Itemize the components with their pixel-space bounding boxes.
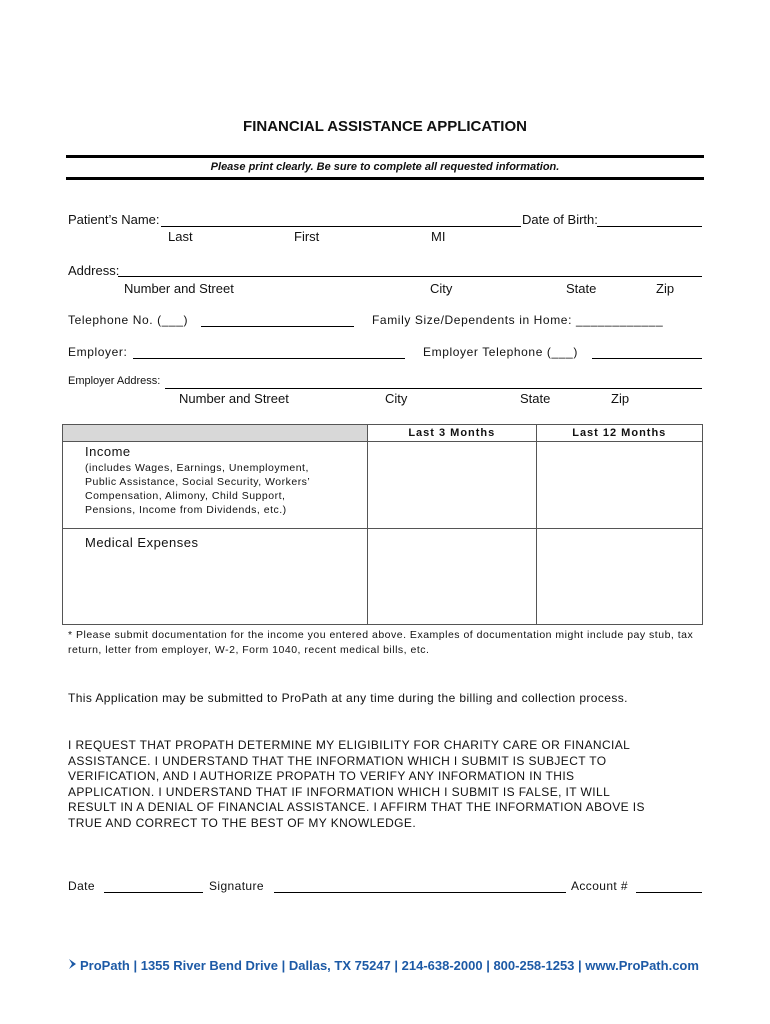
income-note: (includes Wages, Earnings, Unemployment, Public Assistance, Social Security, Workers’ Compensation, Alimony, Child Support, Pensions, Income from Dividends, etc.) <box>85 462 311 516</box>
table-header-blank <box>63 425 368 442</box>
employer-sub-city: City <box>385 391 408 406</box>
employer-sub-state: State <box>520 391 551 406</box>
financial-table <box>62 424 703 625</box>
date-field[interactable] <box>104 892 203 893</box>
date-label: Date <box>68 879 95 893</box>
form-subtitle: Please print clearly. Be sure to complete all requested information. <box>210 161 560 173</box>
employer-phone-field[interactable] <box>592 358 702 359</box>
declaration-line-3: VERIFICATION, AND I AUTHORIZE PROPATH TO VERIFY ANY INFORMATION IN THIS <box>68 769 575 783</box>
employer-sub-street: Number and Street <box>179 391 289 406</box>
address-sub-street: Number and Street <box>124 281 234 296</box>
address-sub-city: City <box>430 281 453 296</box>
employer-address-field[interactable] <box>165 388 702 389</box>
declaration-line-1: I REQUEST THAT PROPATH DETERMINE MY ELIGIBILITY FOR CHARITY CARE OR FINANCIAL <box>68 738 631 752</box>
declaration-line-6: TRUE AND CORRECT TO THE BEST OF MY KNOWLEDGE. <box>68 815 417 830</box>
declaration-line-4: APPLICATION. I UNDERSTAND THAT IF INFORMATION WHICH I SUBMIT IS FALSE, IT WILL <box>68 784 611 799</box>
employer-phone-label: Employer Telephone (___) <box>423 345 578 359</box>
name-sub-mi: MI <box>431 229 446 244</box>
col-last-12-months: Last 12 Months <box>536 425 702 442</box>
address-field[interactable] <box>118 276 702 277</box>
patient-name-field[interactable] <box>161 226 521 227</box>
signature-label: Signature <box>209 879 264 893</box>
footer <box>68 958 699 973</box>
propath-logo-icon <box>68 958 78 973</box>
income-12-months-cell[interactable] <box>536 442 702 529</box>
submission-note: This Application may be submitted to ProPath at any time during the billing and collection process. <box>68 691 628 705</box>
declaration-line-2: ASSISTANCE. I UNDERSTAND THAT THE INFORMATION WHICH I SUBMIT IS SUBJECT TO <box>68 753 607 768</box>
footer-brand: ProPath <box>80 958 130 973</box>
employer-field[interactable] <box>133 358 405 359</box>
employer-label: Employer: <box>68 345 128 359</box>
name-sub-last: Last <box>168 229 193 244</box>
signature-field[interactable] <box>274 892 566 893</box>
income-label-cell <box>63 442 368 529</box>
account-field[interactable] <box>636 892 702 893</box>
telephone-field[interactable] <box>201 326 354 327</box>
declaration-line-5: RESULT IN A DENIAL OF FINANCIAL ASSISTANCE. I AFFIRM THAT THE INFORMATION ABOVE IS <box>68 800 645 814</box>
employer-address-label: Employer Address: <box>68 375 161 387</box>
telephone-label: Telephone No. (___) <box>68 313 189 327</box>
dob-field[interactable] <box>597 226 702 227</box>
medical-12-months-cell[interactable] <box>536 529 702 625</box>
bottom-rule <box>66 177 704 180</box>
family-size-field[interactable]: Family Size/Dependents in Home: ____________ <box>372 313 664 327</box>
dob-label: Date of Birth: <box>522 212 598 227</box>
top-rule <box>66 155 704 158</box>
medical-label-cell <box>63 529 368 625</box>
income-row <box>63 442 703 529</box>
employer-sub-zip: Zip <box>611 391 630 406</box>
table-header-row <box>63 425 703 442</box>
form-title: FINANCIAL ASSISTANCE APPLICATION <box>243 118 527 135</box>
col-last-3-months: Last 3 Months <box>368 425 536 442</box>
address-label: Address: <box>68 263 120 278</box>
medical-3-months-cell[interactable] <box>368 529 536 625</box>
name-sub-first: First <box>294 229 320 244</box>
address-sub-zip: Zip <box>656 281 675 296</box>
documentation-note: * Please submit documentation for the income you entered above. Examples of documentation might include pay stub, tax return, letter from employer, W-2, Form 1040, recent medical bills, etc. <box>68 629 694 656</box>
medical-row <box>63 529 703 625</box>
medical-title: Medical Expenses <box>85 535 199 550</box>
account-label: Account # <box>571 879 628 893</box>
patient-name-label: Patient’s Name: <box>68 212 160 227</box>
footer-contact: | 1355 River Bend Drive | Dallas, TX 75247 | 214-638-2000 | 800-258-1253 | www.ProPath.com <box>133 958 699 973</box>
income-title: Income <box>85 444 131 459</box>
income-3-months-cell[interactable] <box>368 442 536 529</box>
address-sub-state: State <box>566 281 597 296</box>
